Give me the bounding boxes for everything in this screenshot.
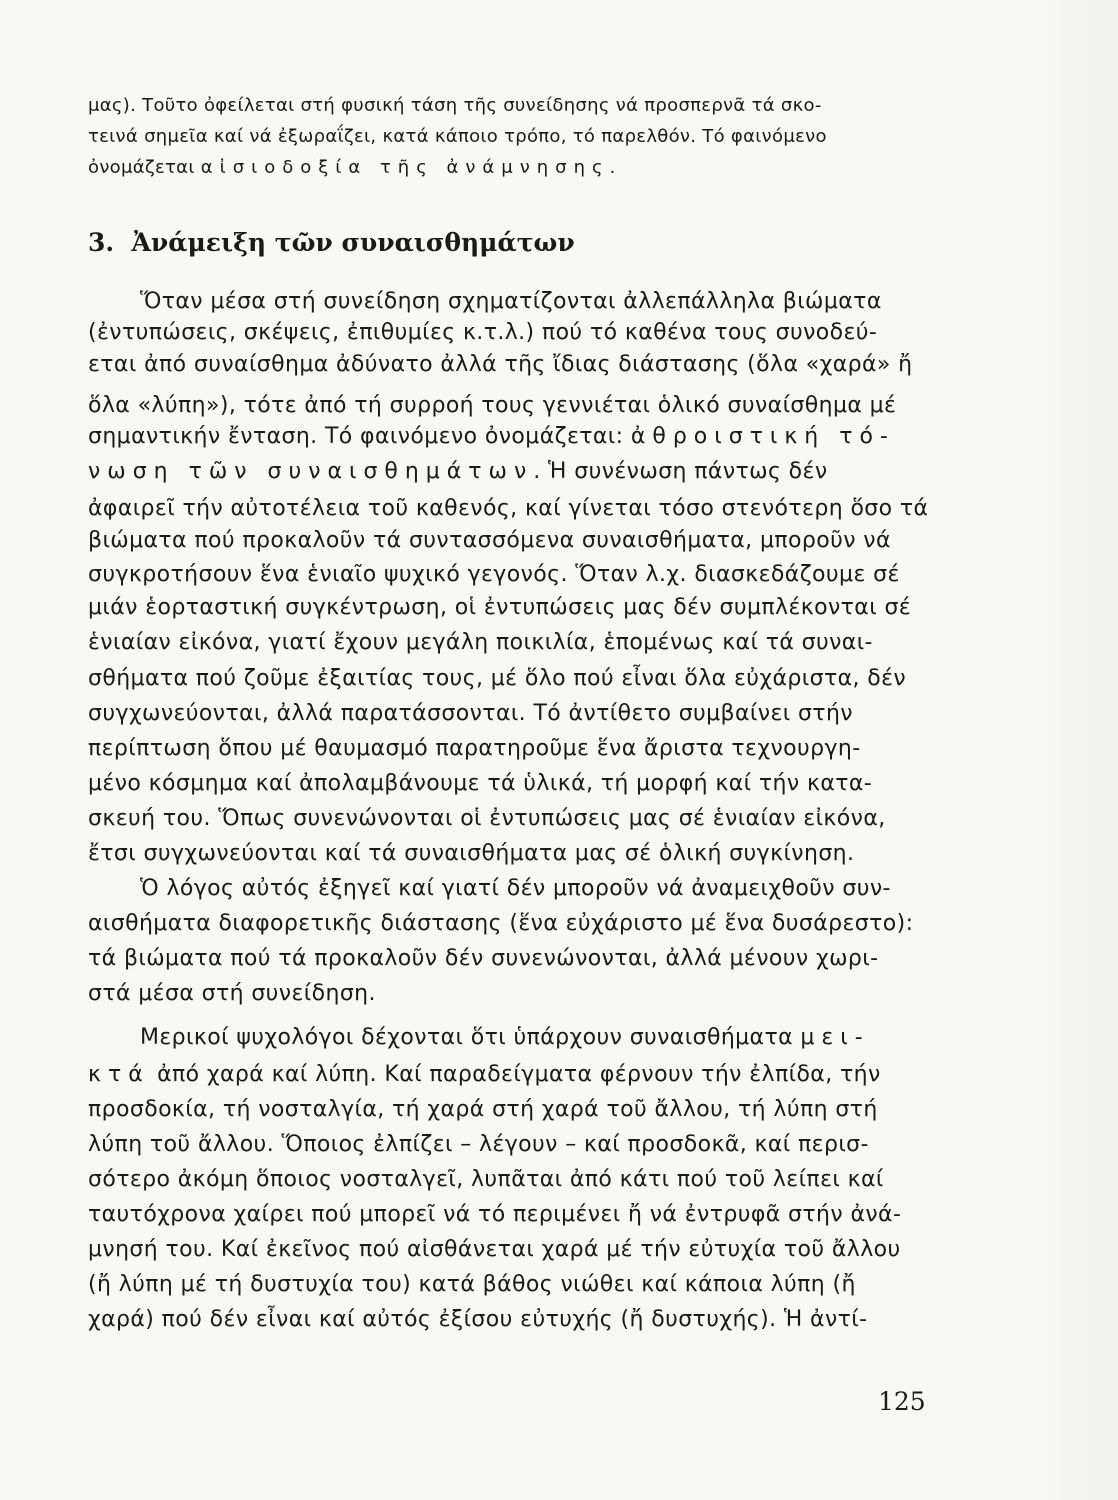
para1-line-1: Ὅταν μέσα στή συνείδηση σχηματίζονται ἀλλεπάλληλα βιώματα — [140, 289, 882, 314]
para3-line-6: ταυτόχρονα χαίρει πού μπορεῖ νά τό περιμένει ἤ νά ἐντρυφᾶ στήν ἀνά- — [88, 1202, 902, 1227]
para3-line-1 — [140, 1027, 870, 1049]
page-edge-shadow — [1030, 0, 1118, 1500]
para1-line-6 — [88, 461, 828, 483]
para3-line-5: σότερο ἀκόμη ὅποιος νοσταλγεῖ, λυπᾶται ἀπό κάτι πού τοῦ λείπει καί — [88, 1167, 884, 1192]
para1-line-11: ἑνιαίαν εἰκόνα, γιατί ἔχουν μεγάλη ποικιλία, ἑπομένως καί τά συναι- — [88, 630, 873, 655]
para3-term: μει- — [800, 1025, 870, 1050]
para1-line-8: βιώματα πού προκαλοῦν τά συντασσόμενα συναισθήματα, μποροῦν νά — [88, 528, 891, 553]
para3-line-9: χαρά) πού δέν εἶναι καί αὐτός ἐξίσου εὐτυχής (ἤ δυστυχής). Ἡ ἀντί- — [88, 1307, 868, 1332]
para1-line-10: μιάν ἑορταστική συγκέντρωση, οἱ ἐντυπώσεις μας δέν συμπλέκονται σέ — [88, 595, 912, 620]
para3-text-2: ἀπό χαρά καί λύπη. Καί παραδείγματα φέρνουν τήν ἐλπίδα, τήν — [149, 1062, 881, 1087]
para1-text-2: . Ἡ συνένωση πάντως δέν — [533, 459, 828, 484]
para1-line-3: εται ἀπό συναίσθημα ἀδύνατο ἀλλά τῆς ἴδιας διάστασης (ὅλα «χαρά» ἤ — [88, 352, 913, 377]
para2-line-3: τά βιώματα πού τά προκαλοῦν δέν συνενώνονται, ἀλλά μένουν χωρι- — [88, 946, 879, 971]
para1-line-14: περίπτωση ὅπου μέ θαυμασμό παρατηροῦμε ἕνα ἄριστα τεχνουργη- — [88, 736, 861, 761]
intro-line-1: μας). Τοῦτο ὀφείλεται στή φυσική τάση τῆς συνείδησης νά προσπερνᾶ τά σκο- — [88, 95, 822, 116]
para2-line-1: Ὁ λόγος αὐτός ἐξηγεῖ καί γιατί δέν μποροῦν νά ἀναμειχθοῦν συν- — [140, 876, 891, 901]
para1-line-9: συγκροτήσουν ἕνα ἑνιαῖο ψυχικό γεγονός. Ὅταν λ.χ. διασκεδάζουμε σέ — [88, 562, 900, 587]
para3-line-8: (ἤ λύπη μέ τή δυστυχία του) κατά βάθος νιώθει καί κάποια λύπη (ἤ — [88, 1272, 856, 1297]
para3-line-7: μνησή του. Καί ἐκεῖνος πού αἰσθάνεται χαρά μέ τήν εὐτυχία τοῦ ἄλλου — [88, 1237, 901, 1262]
para3-line-2 — [88, 1064, 881, 1086]
para2-line-4: στά μέσα στή συνείδηση. — [88, 981, 376, 1006]
para1-line-2: (ἐντυπώσεις, σκέψεις, ἐπιθυμίες κ.τ.λ.) πού τό καθένα τους συνοδεύ- — [88, 320, 878, 345]
para1-line-15: μένο κόσμημα καί ἀπολαμβάνουμε τά ὑλικά, τή μορφή καί τήν κατα- — [88, 771, 873, 796]
para1-line-16: σκευή του. Ὅπως συνενώνονται οἱ ἐντυπώσεις μας σέ ἑνιαίαν εἰκόνα, — [88, 806, 886, 831]
page-number: 125 — [878, 1387, 926, 1416]
intro-term: αἰσιοδοξία τῆς ἀνάμνησης — [200, 157, 610, 178]
intro-period: . — [609, 157, 616, 178]
para3-term-2: κτά — [88, 1062, 150, 1087]
para2-line-2: αισθήματα διαφορετικῆς διάστασης (ἕνα εὐχάριστο μέ ἕνα δυσάρεστο): — [88, 911, 914, 936]
para1-line-7: ἀφαιρεῖ τήν αὐτοτέλεια τοῦ καθενός, καί γίνεται τόσο στενότερη ὅσο τά — [88, 496, 929, 521]
para1-line-12: σθήματα πού ζοῦμε ἐξαιτίας τους, μέ ὅλο πού εἶναι ὅλα εὐχάριστα, δέν — [88, 666, 907, 691]
para3-line-3: προσδοκία, τή νοσταλγία, τή χαρά στή χαρά τοῦ ἄλλου, τή λύπη στή — [88, 1097, 878, 1122]
para1-line-4: ὅλα «λύπη»), τότε ἀπό τή συρροή τους γεννιέται ὁλικό συναίσθημα μέ — [88, 393, 897, 418]
section-heading: 3. Ἀνάμειξη τῶν συναισθημάτων — [88, 228, 575, 257]
para1-line-13: συγχωνεύονται, ἀλλά παρατάσσονται. Τό ἀντίθετο συμβαίνει στήν — [88, 701, 853, 726]
para3-text: Μερικοί ψυχολόγοι δέχονται ὅτι ὑπάρχουν συναισθήματα — [140, 1025, 801, 1050]
para1-line-5 — [88, 426, 895, 448]
intro-line-3 — [88, 159, 616, 177]
para1-term-2: νωση τῶν συναισθημάτων — [88, 459, 534, 484]
para3-line-4: λύπη τοῦ ἄλλου. Ὅποιος ἐλπίζει – λέγουν – καί προσδοκᾶ, καί περισ- — [88, 1132, 869, 1157]
intro-text: ὀνομάζεται — [88, 157, 201, 178]
para1-text: σημαντικήν ἔνταση. Τό φαινόμενο ὀνομάζεται: — [88, 424, 631, 449]
para1-line-17: ἔτσι συγχωνεύονται καί τά συναισθήματα μας σέ ὁλική συγκίνηση. — [88, 841, 855, 866]
intro-line-2: τεινά σημεῖα καί νά ἐξωραΐζει, κατά κάποιο τρόπο, τό παρελθόν. Τό φαινόμενο — [88, 126, 827, 147]
para1-term: ἀθροιστική τό- — [630, 424, 895, 449]
